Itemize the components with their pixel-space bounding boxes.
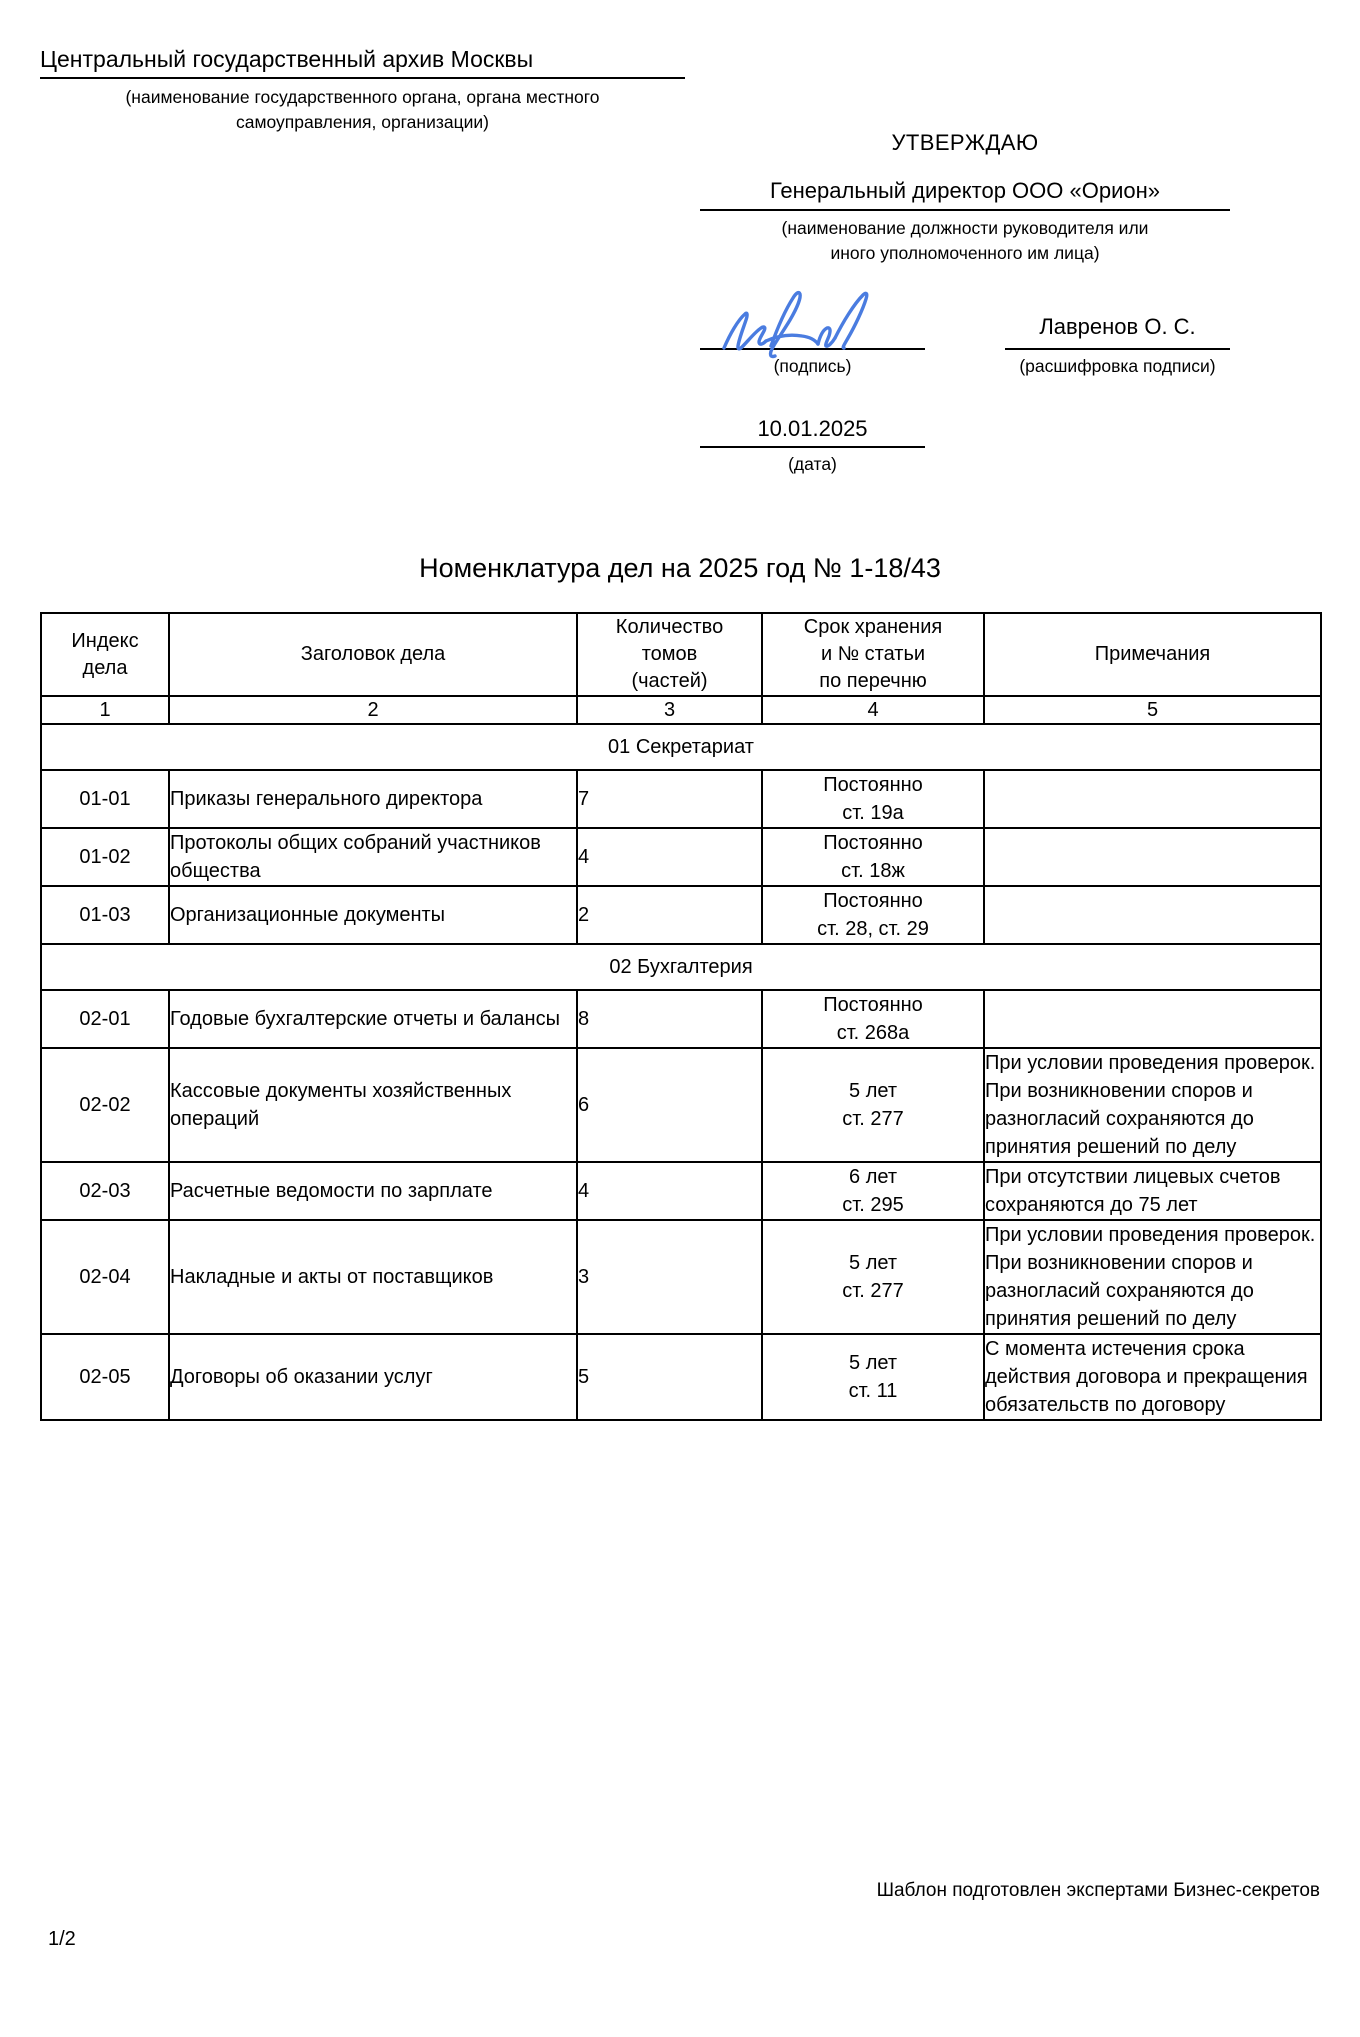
handwritten-signature-icon [714, 284, 884, 360]
table-row [41, 828, 1321, 886]
table-row [41, 990, 1321, 1048]
date-caption: (дата) [788, 454, 837, 474]
organization-name: Центральный государственный архив Москвы [40, 44, 685, 79]
date-row [700, 414, 1230, 476]
approval-block [700, 128, 1230, 476]
table-row [41, 1162, 1321, 1220]
table-row [41, 1334, 1321, 1420]
cell-index: 01-01 [41, 770, 169, 828]
approval-date: 10.01.2025 [700, 414, 925, 448]
cell-term: 5 лет ст. 277 [762, 1048, 984, 1162]
cell-note [984, 886, 1321, 944]
approval-position-caption-line-1: (наименование должности руководителя или [781, 218, 1149, 238]
cell-note [984, 990, 1321, 1048]
cell-volumes: 5 [577, 1334, 762, 1420]
organization-caption-line-1: (наименование государственного органа, органа местного [125, 87, 600, 107]
column-header-title: Заголовок дела [169, 613, 577, 696]
column-header-volumes: Количество томов (частей) [577, 613, 762, 696]
column-number-2: 2 [169, 696, 577, 724]
table-row [41, 1220, 1321, 1334]
date-field [700, 414, 925, 476]
column-number-3: 3 [577, 696, 762, 724]
approval-position-caption [700, 211, 1230, 266]
signature-name-line [1005, 312, 1230, 350]
cell-index: 02-01 [41, 990, 169, 1048]
template-credit: Шаблон подготовлен экспертами Бизнес-секретов [876, 1880, 1320, 1901]
cell-note: При условии проведения проверок. При возникновении споров и разногласий сохраняются до принятия решений по делу [984, 1048, 1321, 1162]
cell-note: При отсутствии лицевых счетов сохраняются до 75 лет [984, 1162, 1321, 1220]
cell-title: Организационные документы [169, 886, 577, 944]
cell-title: Договоры об оказании услуг [169, 1334, 577, 1420]
table-row [41, 1048, 1321, 1162]
cell-title: Годовые бухгалтерские отчеты и балансы [169, 990, 577, 1048]
cell-title: Накладные и акты от поставщиков [169, 1220, 577, 1334]
cell-term: Постоянно ст. 19а [762, 770, 984, 828]
cell-index: 02-05 [41, 1334, 169, 1420]
cell-index: 02-02 [41, 1048, 169, 1162]
cell-volumes: 4 [577, 1162, 762, 1220]
cell-term: Постоянно ст. 268а [762, 990, 984, 1048]
approval-label: УТВЕРЖДАЮ [891, 130, 1039, 155]
cell-volumes: 7 [577, 770, 762, 828]
table-section-label: 02 Бухгалтерия [41, 944, 1321, 990]
cell-title: Кассовые документы хозяйственных операций [169, 1048, 577, 1162]
cell-term: 5 лет ст. 277 [762, 1220, 984, 1334]
column-number-1: 1 [41, 696, 169, 724]
cell-term: Постоянно ст. 28, ст. 29 [762, 886, 984, 944]
cell-term: 5 лет ст. 11 [762, 1334, 984, 1420]
table-body [41, 724, 1321, 1420]
cell-term: Постоянно ст. 18ж [762, 828, 984, 886]
cell-volumes: 8 [577, 990, 762, 1048]
column-number-row [41, 696, 1321, 724]
cell-volumes: 6 [577, 1048, 762, 1162]
column-header-index: Индекс дела [41, 613, 169, 696]
cell-index: 01-02 [41, 828, 169, 886]
signature-name-field [1005, 312, 1230, 378]
cell-volumes: 4 [577, 828, 762, 886]
table-head [41, 613, 1321, 724]
table-header-row [41, 613, 1321, 696]
table-row [41, 886, 1321, 944]
column-header-term: Срок хранения и № статьи по перечню [762, 613, 984, 696]
cell-term: 6 лет ст. 295 [762, 1162, 984, 1220]
table-row [41, 770, 1321, 828]
signature-caption: (подпись) [773, 356, 852, 376]
cell-note [984, 828, 1321, 886]
signature-line [700, 312, 925, 350]
cell-volumes: 3 [577, 1220, 762, 1334]
cell-note [984, 770, 1321, 828]
approval-position-caption-line-2: иного уполномоченного им лица) [830, 243, 1100, 263]
organization-caption [40, 79, 685, 135]
cell-index: 01-03 [41, 886, 169, 944]
column-header-notes: Примечания [984, 613, 1321, 696]
cell-index: 02-04 [41, 1220, 169, 1334]
signature-name: Лавренов О. С. [1039, 314, 1196, 339]
approval-position: Генеральный директор ООО «Орион» [700, 176, 1230, 211]
cell-index: 02-03 [41, 1162, 169, 1220]
organization-caption-line-2: самоуправления, организации) [235, 112, 489, 132]
column-number-4: 4 [762, 696, 984, 724]
cell-title: Протоколы общих собраний участников общества [169, 828, 577, 886]
cell-title: Расчетные ведомости по зарплате [169, 1162, 577, 1220]
cell-title: Приказы генерального директора [169, 770, 577, 828]
organization-header [40, 44, 685, 135]
page-number: 1/2 [48, 1928, 76, 1950]
cell-note: С момента истечения срока действия договора и прекращения обязательств по договору [984, 1334, 1321, 1420]
cell-volumes: 2 [577, 886, 762, 944]
nomenclature-table [40, 612, 1322, 1421]
table-section-row [41, 724, 1321, 770]
table-section-label: 01 Секретариат [41, 724, 1321, 770]
cell-note: При условии проведения проверок. При возникновении споров и разногласий сохраняются до принятия решений по делу [984, 1220, 1321, 1334]
document-title: Номенклатура дел на 2025 год № 1-18/43 [419, 553, 941, 583]
signature-row [700, 312, 1230, 378]
signature-field [700, 312, 925, 378]
signature-name-caption: (расшифровка подписи) [1019, 356, 1216, 376]
table-section-row [41, 944, 1321, 990]
column-number-5: 5 [984, 696, 1321, 724]
